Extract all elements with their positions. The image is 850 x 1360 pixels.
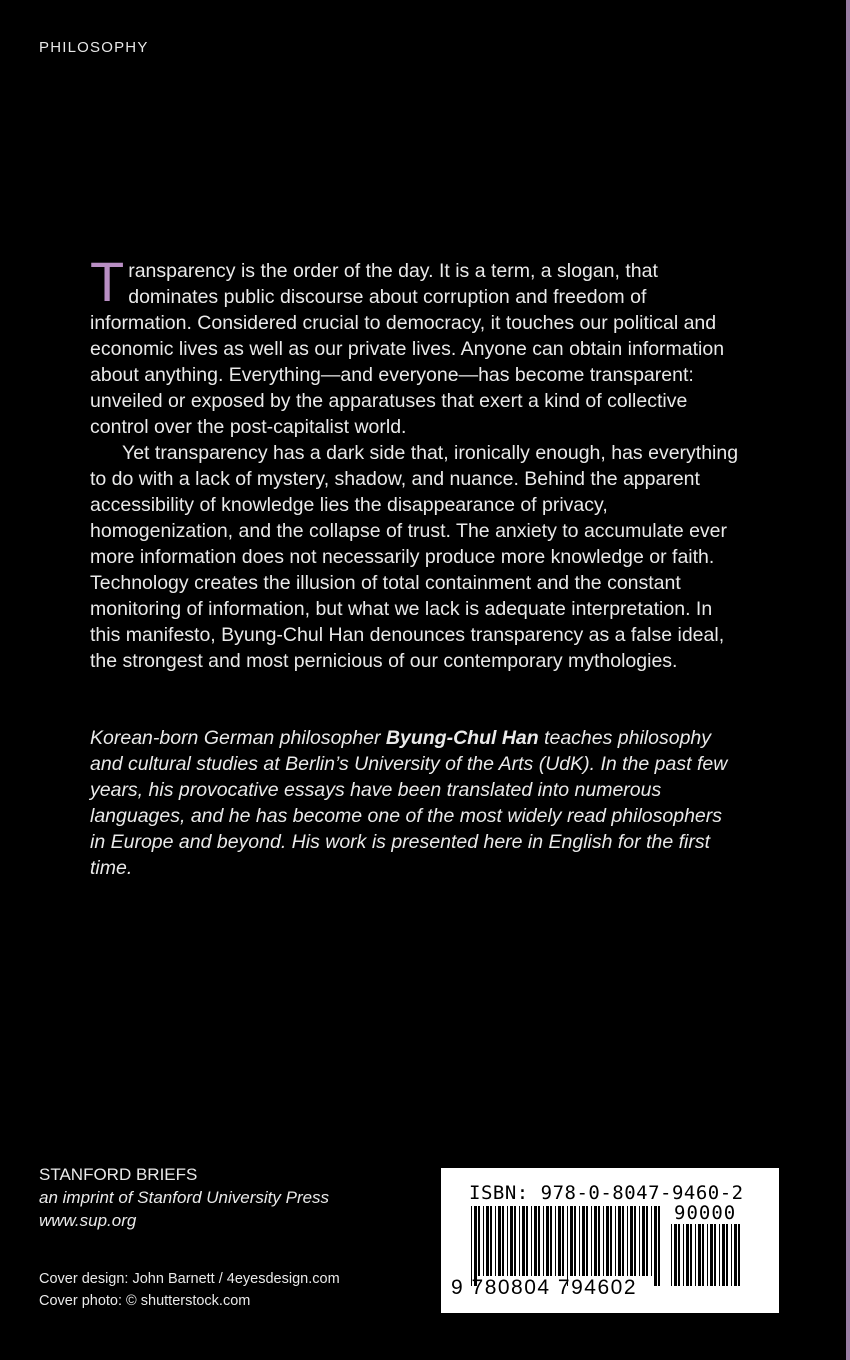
imprint-line: an imprint of Stanford University Press <box>39 1188 330 1207</box>
category-label: PHILOSOPHY <box>39 39 149 56</box>
author-name: Byung-Chul Han <box>385 727 539 749</box>
cover-photo-credit: Cover photo: © shutterstock.com <box>39 1293 251 1309</box>
price-code: 90000 <box>674 1202 737 1224</box>
publisher-url[interactable]: www.sup.org <box>39 1211 137 1230</box>
cover-credits <box>39 1268 340 1312</box>
description-paragraph-2: Yet transparency has a dark side that, ironically enough, has everything to do with a lack of mystery, shadow, and nuance. Behind the apparent accessibility of knowledge lies the disappearance of privacy, homogenization, and the collapse of trust. The anxiety to accumulate ever more information does not necessarily produce more knowledge or faith. Technology creates the illusion of total containment and the constant monitoring of information, but what we lack is adequate interpretation. In this manifesto, Byung-Chul Han denounces transparency as a false ideal, the strongest and most pernicious of our contemporary mythologies. <box>90 442 739 672</box>
book-description <box>90 250 740 674</box>
spine-edge-strip <box>846 0 850 1360</box>
description-paragraph-1 <box>90 250 740 440</box>
isbn-barcode <box>441 1168 779 1313</box>
author-bio-lead: Korean-born German philosopher <box>90 727 386 749</box>
isbn-digits: 9 780804 794602 <box>451 1276 637 1299</box>
drop-cap-letter: T <box>90 250 125 313</box>
publisher-imprint <box>39 1163 329 1232</box>
author-bio <box>90 725 740 881</box>
author-bio-rest: teaches philosophy and cultural studies at Berlin’s University of the Arts (UdK). In the past few years, his provocative essays have been translated into numerous languages, and he has become one of the most widely read philosophers in Europe and beyond. His work is presented here in English for the first time. <box>90 727 728 879</box>
series-name: STANFORD BRIEFS <box>39 1165 198 1184</box>
description-paragraph-1-text: ransparency is the order of the day. It is a term, a slogan, that dominates public discourse about corruption and freedom of information. Considered crucial to democracy, it touches our political and economic lives as well as our private lives. Anyone can obtain information about anything. Everything—and everyone—has become transparent: unveiled or exposed by the apparatuses that exert a kind of collective control over the post-capitalist world. <box>90 260 725 438</box>
price-addon-barcode-bars <box>671 1224 751 1286</box>
isbn-label: ISBN: 978-0-8047-9460-2 <box>469 1182 744 1204</box>
cover-design-credit: Cover design: John Barnett / 4eyesdesign.com <box>39 1271 340 1287</box>
ean13-barcode-bars <box>471 1206 663 1286</box>
